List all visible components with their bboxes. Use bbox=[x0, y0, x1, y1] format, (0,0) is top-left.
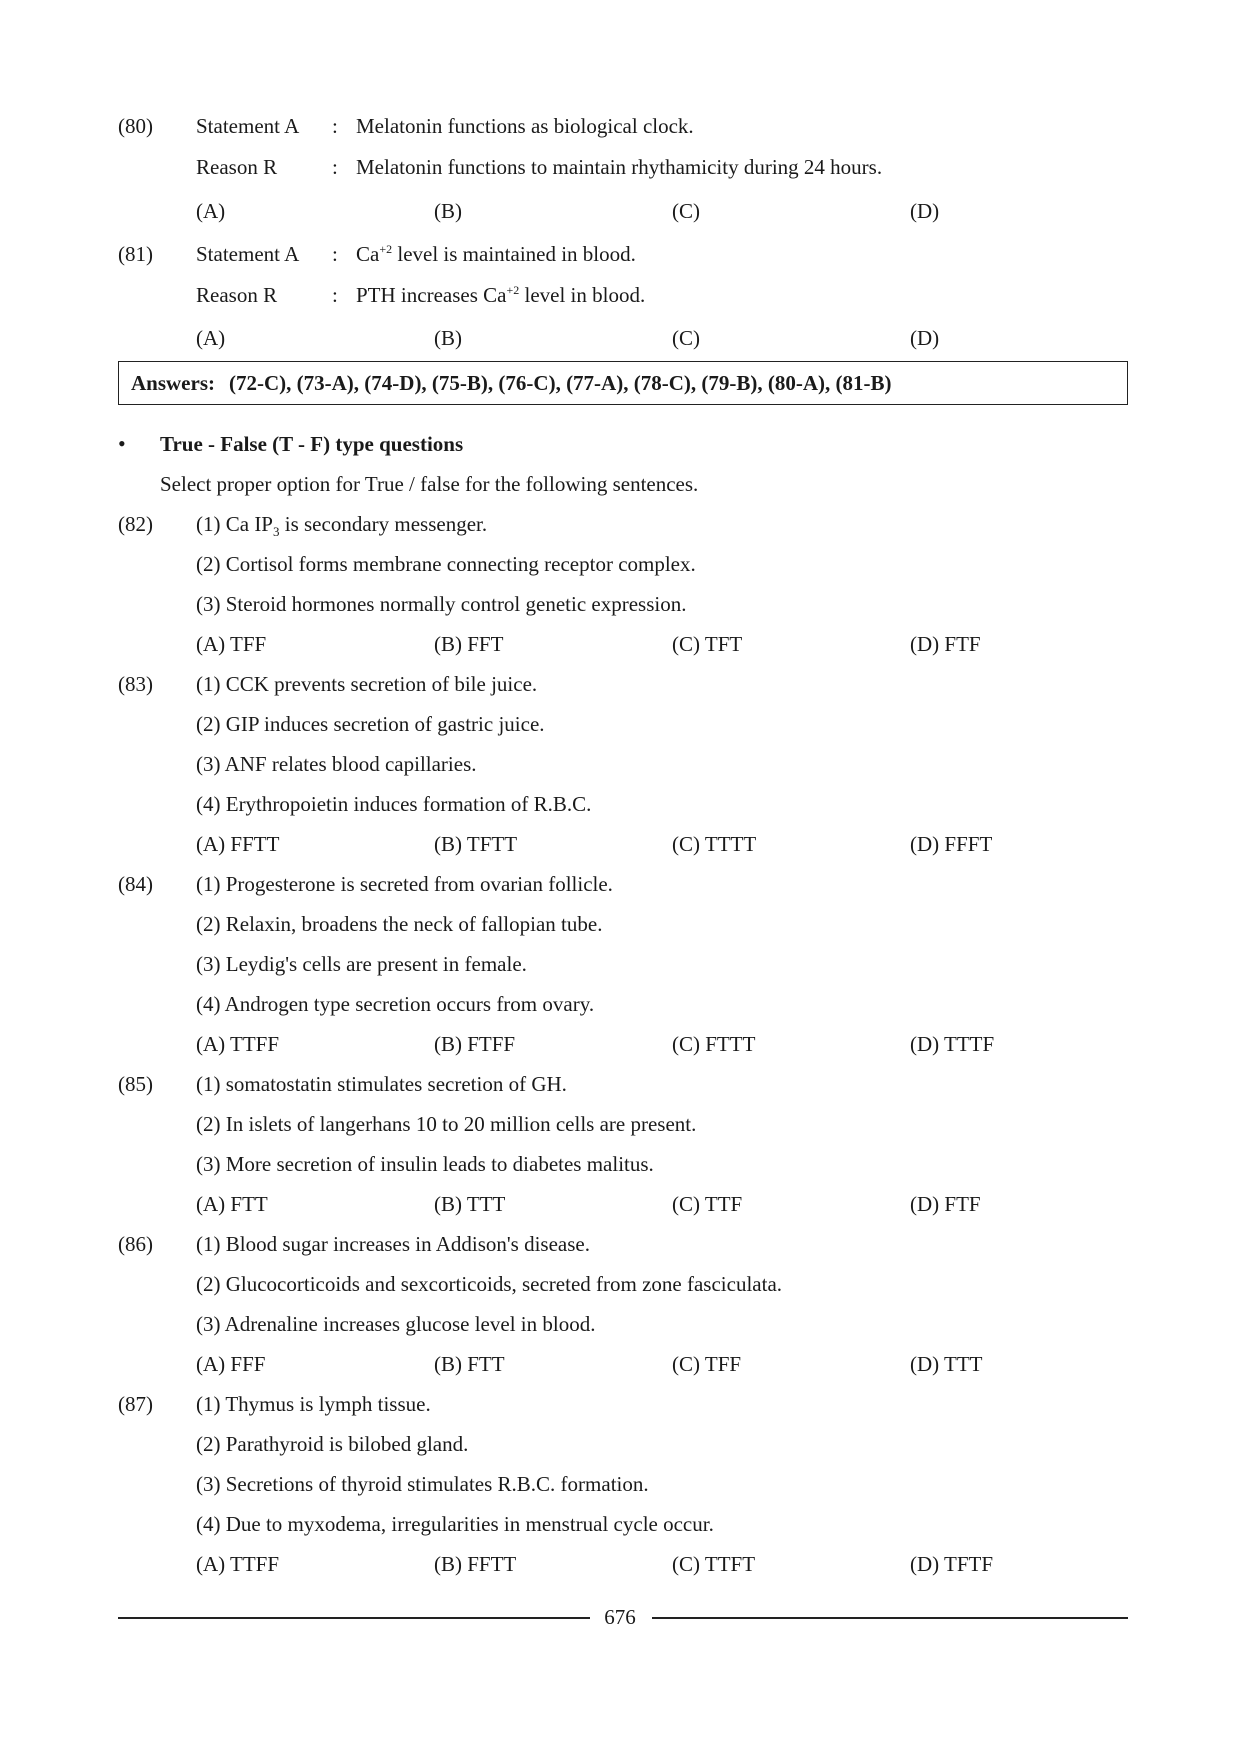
q81-statement-text bbox=[356, 234, 636, 274]
q80-option-a: (A) bbox=[196, 199, 226, 223]
q85-options-row bbox=[0, 1184, 1240, 1224]
q83-item-1: (1) CCK prevents secretion of bile juice. bbox=[196, 672, 538, 696]
q86-item-3-row bbox=[0, 1304, 1240, 1344]
q87-number: (87) bbox=[118, 1392, 153, 1416]
q84-option-c: (C) FTTT bbox=[672, 1032, 756, 1056]
q80-reason-label: Reason R bbox=[196, 155, 278, 179]
q83-item-1-row bbox=[0, 664, 1240, 704]
q83-item-3: (3) ANF relates blood capillaries. bbox=[196, 752, 477, 776]
q87-item-2: (2) Parathyroid is bilobed gland. bbox=[196, 1432, 469, 1456]
q82-item-3: (3) Steroid hormones normally control genetic expression. bbox=[196, 592, 687, 616]
q84-option-a: (A) TTFF bbox=[196, 1032, 280, 1056]
q80-options-row bbox=[0, 191, 1240, 231]
q85-number: (85) bbox=[118, 1072, 153, 1096]
q87-option-d: (D) TFTF bbox=[910, 1552, 994, 1576]
q86-item-1: (1) Blood sugar increases in Addison's disease. bbox=[196, 1232, 590, 1256]
q80-reason-text: Melatonin functions to maintain rhythamicity during 24 hours. bbox=[356, 155, 883, 179]
q84-item-1-row bbox=[0, 864, 1240, 904]
q83-option-a: (A) FFTT bbox=[196, 832, 280, 856]
page-number: 676 bbox=[604, 1605, 636, 1629]
q85-item-2-row bbox=[0, 1104, 1240, 1144]
q81-option-a: (A) bbox=[196, 326, 226, 350]
footer-rule-left bbox=[118, 1617, 590, 1619]
q84-item-2-row bbox=[0, 904, 1240, 944]
q82-option-a: (A) TFF bbox=[196, 632, 267, 656]
q82-options-row bbox=[0, 624, 1240, 664]
q86-option-c: (C) TFF bbox=[672, 1352, 742, 1376]
q80-reason-colon: : bbox=[332, 155, 338, 179]
q82-item-1-pre: (1) Ca IP bbox=[196, 512, 273, 536]
q82-option-d: (D) FTF bbox=[910, 632, 981, 656]
q82-option-c: (C) TFT bbox=[672, 632, 743, 656]
q81-statement-pre: Ca bbox=[356, 242, 380, 266]
q80-reason-row bbox=[0, 147, 1240, 187]
q84-number: (84) bbox=[118, 872, 153, 896]
answers-box bbox=[118, 361, 1128, 405]
q81-options-row bbox=[0, 318, 1240, 358]
q86-item-2-row bbox=[0, 1264, 1240, 1304]
q81-reason-colon: : bbox=[332, 283, 338, 307]
section-heading: True - False (T - F) type questions bbox=[160, 432, 464, 456]
q87-item-1: (1) Thymus is lymph tissue. bbox=[196, 1392, 431, 1416]
q86-number: (86) bbox=[118, 1232, 153, 1256]
q87-option-c: (C) TTFT bbox=[672, 1552, 756, 1576]
q82-item-3-row bbox=[0, 584, 1240, 624]
q86-item-3: (3) Adrenaline increases glucose level in blood. bbox=[196, 1312, 596, 1336]
q81-reason-row bbox=[0, 275, 1240, 315]
q84-item-3: (3) Leydig's cells are present in female. bbox=[196, 952, 527, 976]
q85-option-a: (A) FTT bbox=[196, 1192, 268, 1216]
q83-options-row bbox=[0, 824, 1240, 864]
section-instruction-row bbox=[0, 464, 1240, 504]
q82-item-1-row bbox=[0, 504, 1240, 544]
q84-options-row bbox=[0, 1024, 1240, 1064]
q87-item-4-row bbox=[0, 1504, 1240, 1544]
q87-item-4: (4) Due to myxodema, irregularities in menstrual cycle occur. bbox=[196, 1512, 714, 1536]
q87-option-a: (A) TTFF bbox=[196, 1552, 280, 1576]
q82-number: (82) bbox=[118, 512, 153, 536]
q84-option-d: (D) TTTF bbox=[910, 1032, 995, 1056]
q85-option-d: (D) FTF bbox=[910, 1192, 981, 1216]
q83-item-2: (2) GIP induces secretion of gastric juice. bbox=[196, 712, 545, 736]
q81-option-c: (C) bbox=[672, 326, 700, 350]
q81-statement-post: level is maintained in blood. bbox=[392, 242, 636, 266]
q83-item-4: (4) Erythropoietin induces formation of R.B.C. bbox=[196, 792, 592, 816]
q82-item-1 bbox=[196, 504, 487, 544]
q81-reason-post: level in blood. bbox=[519, 283, 646, 307]
bullet-icon: • bbox=[118, 431, 126, 456]
q81-reason-label: Reason R bbox=[196, 283, 278, 307]
q80-number: (80) bbox=[118, 114, 153, 138]
q84-item-2: (2) Relaxin, broadens the neck of fallopian tube. bbox=[196, 912, 603, 936]
q81-reason-sup: +2 bbox=[506, 283, 520, 297]
q83-option-c: (C) TTTT bbox=[672, 832, 757, 856]
q85-item-3-row bbox=[0, 1144, 1240, 1184]
q81-statement-label: Statement A bbox=[196, 242, 300, 266]
q84-item-4: (4) Androgen type secretion occurs from ovary. bbox=[196, 992, 595, 1016]
q80-statement-text: Melatonin functions as biological clock. bbox=[356, 114, 694, 138]
q81-reason-text bbox=[356, 275, 645, 315]
q87-item-3-row bbox=[0, 1464, 1240, 1504]
q81-option-d: (D) bbox=[910, 326, 940, 350]
q84-item-3-row bbox=[0, 944, 1240, 984]
q86-option-b: (B) FTT bbox=[434, 1352, 505, 1376]
q82-option-b: (B) FFT bbox=[434, 632, 504, 656]
q80-option-b: (B) bbox=[434, 199, 462, 223]
q86-option-d: (D) TTT bbox=[910, 1352, 983, 1376]
q84-item-4-row bbox=[0, 984, 1240, 1024]
q83-number: (83) bbox=[118, 672, 153, 696]
q87-item-2-row bbox=[0, 1424, 1240, 1464]
q82-item-2: (2) Cortisol forms membrane connecting receptor complex. bbox=[196, 552, 696, 576]
q83-option-b: (B) TFTT bbox=[434, 832, 518, 856]
q80-statement-colon: : bbox=[332, 114, 338, 138]
q85-option-b: (B) TTT bbox=[434, 1192, 506, 1216]
q84-item-1: (1) Progesterone is secreted from ovarian follicle. bbox=[196, 872, 613, 896]
q83-item-3-row bbox=[0, 744, 1240, 784]
q80-statement-row bbox=[0, 106, 1240, 146]
answers-label: Answers: bbox=[131, 371, 215, 395]
q80-option-d: (D) bbox=[910, 199, 940, 223]
q87-options-row bbox=[0, 1544, 1240, 1584]
q86-item-1-row bbox=[0, 1224, 1240, 1264]
q86-options-row bbox=[0, 1344, 1240, 1384]
answers-text: (72-C), (73-A), (74-D), (75-B), (76-C), (77-A), (78-C), (79-B), (80-A), (81-B) bbox=[229, 371, 892, 395]
q85-item-3: (3) More secretion of insulin leads to diabetes malitus. bbox=[196, 1152, 654, 1176]
q81-statement-row bbox=[0, 234, 1240, 274]
footer-rule-right bbox=[652, 1617, 1128, 1619]
q86-option-a: (A) FFF bbox=[196, 1352, 266, 1376]
q85-item-1-row bbox=[0, 1064, 1240, 1104]
q86-item-2: (2) Glucocorticoids and sexcorticoids, secreted from zone fasciculata. bbox=[196, 1272, 783, 1296]
q82-item-2-row bbox=[0, 544, 1240, 584]
q81-statement-sup: +2 bbox=[379, 242, 393, 256]
q81-reason-pre: PTH increases Ca bbox=[356, 283, 507, 307]
q87-item-1-row bbox=[0, 1384, 1240, 1424]
section-instruction: Select proper option for True / false for the following sentences. bbox=[160, 472, 699, 496]
q85-item-1: (1) somatostatin stimulates secretion of GH. bbox=[196, 1072, 567, 1096]
q83-item-4-row bbox=[0, 784, 1240, 824]
q83-item-2-row bbox=[0, 704, 1240, 744]
q83-option-d: (D) FFFT bbox=[910, 832, 993, 856]
q85-item-2: (2) In islets of langerhans 10 to 20 million cells are present. bbox=[196, 1112, 697, 1136]
q80-statement-label: Statement A bbox=[196, 114, 300, 138]
q85-option-c: (C) TTF bbox=[672, 1192, 743, 1216]
q80-option-c: (C) bbox=[672, 199, 700, 223]
q84-option-b: (B) FTFF bbox=[434, 1032, 516, 1056]
q87-option-b: (B) FFTT bbox=[434, 1552, 517, 1576]
q81-statement-colon: : bbox=[332, 242, 338, 266]
q82-item-1-post: is secondary messenger. bbox=[279, 512, 488, 536]
q82-item-1-sub: 3 bbox=[273, 524, 280, 539]
q87-item-3: (3) Secretions of thyroid stimulates R.B.C. formation. bbox=[196, 1472, 649, 1496]
section-heading-row bbox=[0, 424, 1240, 464]
q81-option-b: (B) bbox=[434, 326, 462, 350]
q81-number: (81) bbox=[118, 242, 153, 266]
